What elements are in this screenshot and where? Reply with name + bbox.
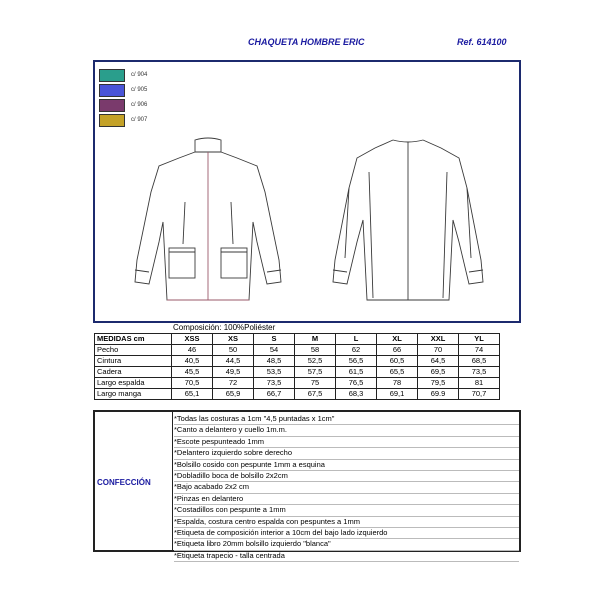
table-cell: 50 bbox=[213, 345, 254, 356]
table-header-cell: XS bbox=[213, 334, 254, 345]
table-header-row bbox=[95, 334, 500, 345]
table-cell: 81 bbox=[459, 378, 500, 389]
table-cell: 73,5 bbox=[254, 378, 295, 389]
table-header-cell: M bbox=[295, 334, 336, 345]
table-header-cell: S bbox=[254, 334, 295, 345]
table-cell: 40,5 bbox=[172, 356, 213, 367]
table-cell: 54 bbox=[254, 345, 295, 356]
reference-number: Ref. 614100 bbox=[457, 37, 507, 47]
table-cell: 48,5 bbox=[254, 356, 295, 367]
table-cell: 66,7 bbox=[254, 389, 295, 400]
table-cell: 70,5 bbox=[172, 378, 213, 389]
list-item: *Etiqueta libro 20mm bolsillo izquierdo "blanca" bbox=[174, 539, 519, 550]
list-item: *Pinzas en delantero bbox=[174, 494, 519, 505]
list-item: *Costadillos con pespunte a 1mm bbox=[174, 505, 519, 516]
table-header-cell: XL bbox=[377, 334, 418, 345]
table-row bbox=[95, 345, 500, 356]
table-header-cell: YL bbox=[459, 334, 500, 345]
table-cell: 65,9 bbox=[213, 389, 254, 400]
table-cell: 57,5 bbox=[295, 367, 336, 378]
table-cell: 68,5 bbox=[459, 356, 500, 367]
color-swatch-row bbox=[99, 83, 147, 97]
table-cell: 66 bbox=[377, 345, 418, 356]
confeccion-list bbox=[174, 414, 519, 562]
color-code: c/ 904 bbox=[131, 72, 148, 78]
table-cell: 69,5 bbox=[418, 367, 459, 378]
table-cell: 44,5 bbox=[213, 356, 254, 367]
composition-text: Composición: 100%Poliéster bbox=[173, 323, 276, 332]
table-cell: 52,5 bbox=[295, 356, 336, 367]
list-item: *Canto a delantero y cuello 1m.m. bbox=[174, 425, 519, 436]
table-row bbox=[95, 367, 500, 378]
table-cell: 60,5 bbox=[377, 356, 418, 367]
document-title: CHAQUETA HOMBRE ERIC bbox=[248, 37, 365, 47]
jacket-front-sketch bbox=[123, 132, 293, 310]
table-row bbox=[95, 389, 500, 400]
confeccion-panel bbox=[93, 410, 521, 560]
table-cell: 46 bbox=[172, 345, 213, 356]
color-swatch bbox=[99, 114, 125, 127]
table-header-cell: XXL bbox=[418, 334, 459, 345]
color-swatch bbox=[99, 99, 125, 112]
table-cell: 78 bbox=[377, 378, 418, 389]
table-row bbox=[95, 378, 500, 389]
table-cell: 65,1 bbox=[172, 389, 213, 400]
table-cell: 74 bbox=[459, 345, 500, 356]
table-cell: 61,5 bbox=[336, 367, 377, 378]
table-cell: Cadera bbox=[95, 367, 172, 378]
table-cell: 62 bbox=[336, 345, 377, 356]
table-cell: 68,3 bbox=[336, 389, 377, 400]
table-cell: 69,1 bbox=[377, 389, 418, 400]
color-code: c/ 907 bbox=[131, 117, 148, 123]
table-header-cell: L bbox=[336, 334, 377, 345]
table-cell: Largo manga bbox=[95, 389, 172, 400]
table-cell: 70,7 bbox=[459, 389, 500, 400]
table-cell: 67,5 bbox=[295, 389, 336, 400]
list-item: *Delantero izquierdo sobre derecho bbox=[174, 448, 519, 459]
measurements-table bbox=[94, 333, 500, 400]
table-cell: 70 bbox=[418, 345, 459, 356]
list-item: *Espalda, costura centro espalda con pespuntes a 1mm bbox=[174, 517, 519, 528]
list-item: *Escote pespunteado 1mm bbox=[174, 437, 519, 448]
table-cell: 53,5 bbox=[254, 367, 295, 378]
table-header-cell: MEDIDAS cm bbox=[95, 334, 172, 345]
color-swatch-row bbox=[99, 68, 147, 82]
table-row bbox=[95, 356, 500, 367]
table-cell: 45,5 bbox=[172, 367, 213, 378]
divider bbox=[172, 412, 173, 550]
table-cell: 49,5 bbox=[213, 367, 254, 378]
color-code: c/ 906 bbox=[131, 102, 148, 108]
list-item: *Dobladillo boca de bolsillo 2x2cm bbox=[174, 471, 519, 482]
list-item: *Etiqueta de composición interior a 10cm del bajo lado izquierdo bbox=[174, 528, 519, 539]
table-cell: 64,5 bbox=[418, 356, 459, 367]
table-cell: Largo espalda bbox=[95, 378, 172, 389]
color-swatch bbox=[99, 84, 125, 97]
table-cell: 73,5 bbox=[459, 367, 500, 378]
table-cell: 56,5 bbox=[336, 356, 377, 367]
list-item: *Bolsillo cosido con pespunte 1mm a esquina bbox=[174, 460, 519, 471]
color-code: c/ 905 bbox=[131, 87, 148, 93]
jacket-back-sketch bbox=[323, 132, 493, 310]
table-cell: 72 bbox=[213, 378, 254, 389]
confeccion-label: CONFECCIÓN bbox=[97, 478, 151, 487]
color-swatch bbox=[99, 69, 125, 82]
color-swatch-row bbox=[99, 98, 147, 112]
list-item: *Etiqueta trapecio - talla centrada bbox=[174, 551, 519, 562]
table-cell: 79,5 bbox=[418, 378, 459, 389]
list-item: *Bajo acabado 2x2 cm bbox=[174, 482, 519, 493]
table-cell: 65,5 bbox=[377, 367, 418, 378]
color-swatch-row bbox=[99, 113, 147, 127]
table-cell: 76,5 bbox=[336, 378, 377, 389]
table-cell: 75 bbox=[295, 378, 336, 389]
table-cell: Pecho bbox=[95, 345, 172, 356]
list-item: *Todas las costuras a 1cm "4,5 puntadas x 1cm" bbox=[174, 414, 519, 425]
table-header-cell: XSS bbox=[172, 334, 213, 345]
table-cell: Cintura bbox=[95, 356, 172, 367]
garment-drawing-panel bbox=[93, 60, 521, 323]
table-cell: 69.9 bbox=[418, 389, 459, 400]
table-cell: 58 bbox=[295, 345, 336, 356]
